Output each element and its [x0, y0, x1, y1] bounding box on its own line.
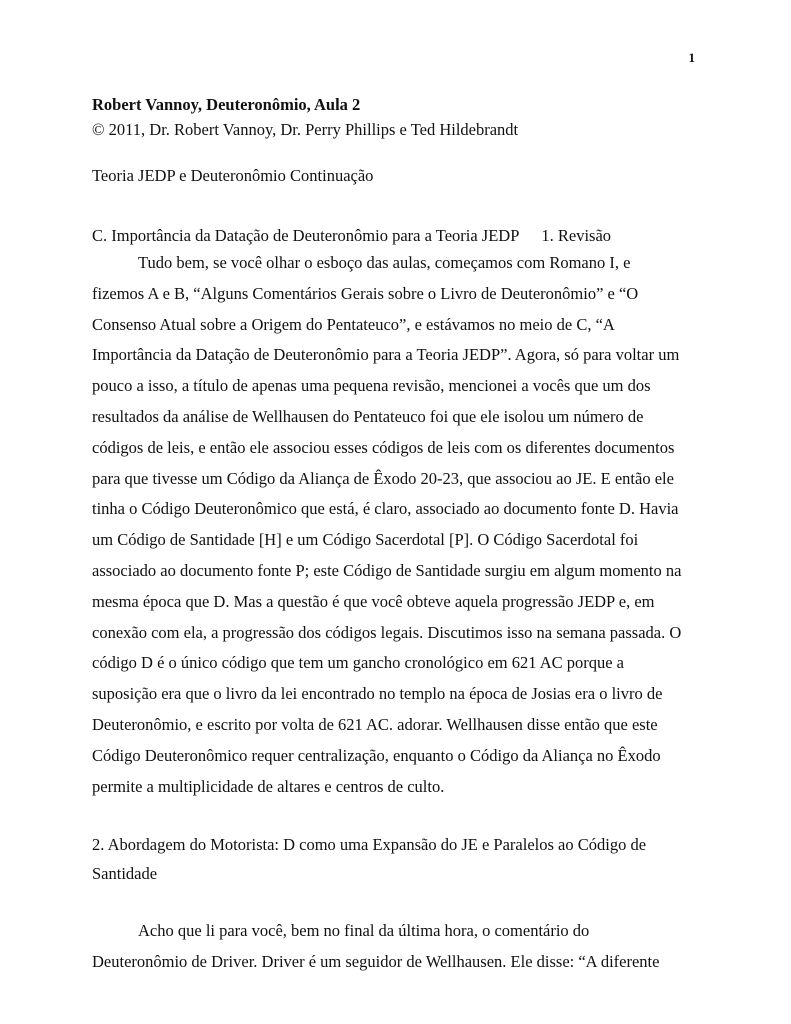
paragraph-line: Consenso Atual sobre a Origem do Pentateuco”, e estávamos no meio de C, “A — [92, 314, 615, 334]
paragraph-line: permite a multiplicidade de altares e centros de culto. — [92, 776, 445, 796]
paragraph-line: para que tivesse um Código da Aliança de Êxodo 20-23, que associou ao JE. E então ele — [92, 468, 674, 488]
paragraph-line: códigos de leis, e então ele associou esses códigos de leis com os diferentes documentos — [92, 437, 675, 457]
paragraph-line: código D é o único código que tem um gancho cronológico em 621 AC porque a — [92, 653, 625, 673]
paragraph-review — [92, 248, 692, 802]
section-c-title: C. Importância da Datação de Deuteronômio para a Teoria JEDP — [92, 226, 520, 245]
paragraph-line: Acho que li para você, bem no final da última hora, o comentário do — [138, 921, 590, 941]
paragraph-line: Importância da Datação de Deuteronômio para a Teoria JEDP”. Agora, só para voltar um — [92, 345, 680, 365]
paragraph-line: Código Deuteronômico requer centralização, enquanto o Código da Aliança no Êxodo — [92, 745, 661, 765]
paragraph-line: fizemos A e B, “Alguns Comentários Gerais sobre o Livro de Deuteronômio” e “O — [92, 283, 639, 303]
document-title: Robert Vannoy, Deuteronômio, Aula 2 — [92, 95, 361, 114]
section-c-heading — [92, 223, 692, 248]
paragraph-line: Deuteronômio, e escrito por volta de 621 AC. adorar. Wellhausen disse então que este — [92, 714, 658, 734]
paragraph-line: associado ao documento fonte P; este Código de Santidade surgiu em algum momento na — [92, 560, 682, 580]
paragraph-line: conexão com ela, a progressão dos códigos legais. Discutimos isso na semana passada. O — [92, 622, 682, 642]
paragraph-line: Deuteronômio de Driver. Driver é um seguidor de Wellhausen. Ele disse: “A diferente — [92, 952, 660, 972]
paragraph-line: pouco a isso, a título de apenas uma pequena revisão, mencionei a vocês que um dos — [92, 376, 651, 396]
section-2-heading — [92, 830, 692, 888]
copyright-line: © 2011, Dr. Robert Vannoy, Dr. Perry Phillips e Ted Hildebrandt — [92, 120, 519, 139]
paragraph-line: mesma época que D. Mas a questão é que você obteve aquela progressão JEDP e, em — [92, 591, 655, 611]
paragraph-line: um Código de Santidade [H] e um Código Sacerdotal [P]. O Código Sacerdotal foi — [92, 530, 639, 550]
paragraph-driver — [92, 915, 692, 977]
page-number: 1 — [688, 50, 695, 65]
paragraph-line: Tudo bem, se você olhar o esboço das aulas, começamos com Romano I, e — [138, 253, 631, 272]
paragraph-line: suposição era que o livro da lei encontrado no templo na época de Josias era o livro de — [92, 684, 663, 704]
paragraph-line: tinha o Código Deuteronômico que está, é claro, associado ao documento fonte D. Havia — [92, 499, 679, 519]
section-2-heading-line: Santidade — [92, 864, 158, 884]
paragraph-line: resultados da análise de Wellhausen do Pentateuco foi que ele isolou um número de — [92, 406, 644, 426]
document-body — [92, 92, 692, 977]
lecture-subtitle: Teoria JEDP e Deuteronômio Continuação — [92, 166, 374, 185]
section-c-subheading: 1. Revisão — [541, 226, 612, 245]
section-2-heading-line: 2. Abordagem do Motorista: D como uma Expansão do JE e Paralelos ao Código de — [92, 835, 647, 855]
